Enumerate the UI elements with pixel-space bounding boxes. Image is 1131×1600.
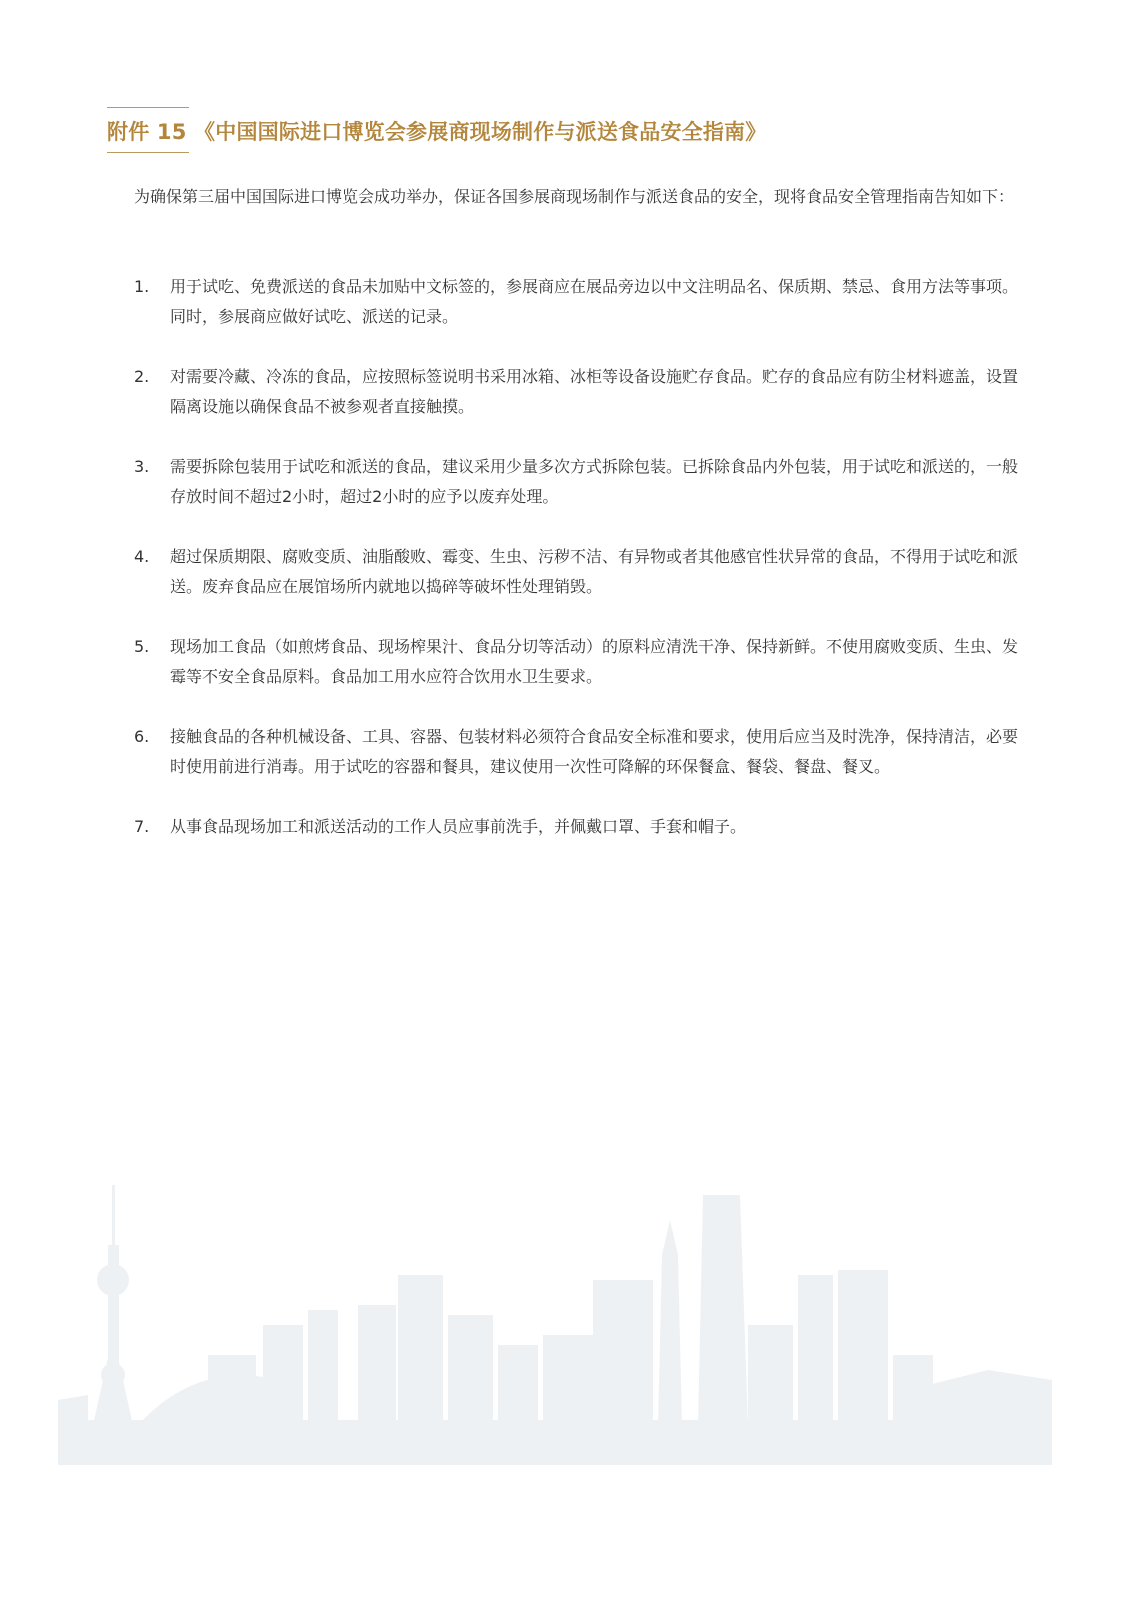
list-item xyxy=(134,362,1024,422)
building xyxy=(838,1270,888,1425)
list-item xyxy=(134,542,1024,602)
list-item-text: 接触食品的各种机械设备、工具、容器、包装材料必须符合食品安全标准和要求，使用后应当及时洗净，保持清洁，必要时使用前进行消毒。用于试吃的容器和餐具，建议使用一次性可降解的环保餐盒、餐袋、餐盘、餐叉。 xyxy=(170,727,1019,776)
title-top-rule xyxy=(107,107,189,108)
building xyxy=(358,1305,396,1425)
building xyxy=(448,1315,493,1425)
list-item-number: 6. xyxy=(134,727,150,746)
tower-spire xyxy=(112,1185,115,1245)
city-skyline-illustration xyxy=(58,1185,1052,1465)
list-item xyxy=(134,722,1024,782)
building xyxy=(308,1310,338,1425)
page-title: 附件 15 《中国国际进口博览会参展商现场制作与派送食品安全指南》 xyxy=(107,120,767,144)
skyline-ground xyxy=(58,1420,1052,1465)
list-item xyxy=(134,452,1024,512)
list-item-text: 对需要冷藏、冷冻的食品，应按照标签说明书采用冰箱、冰柜等设备设施贮存食品。贮存的食品应有防尘材料遮盖，设置隔离设施以确保食品不被参观者直接触摸。 xyxy=(170,367,1019,416)
title-bottom-rule xyxy=(107,152,189,153)
list-item-number: 2. xyxy=(134,367,150,386)
tower-legs xyxy=(93,1335,133,1425)
list-item-number: 7. xyxy=(134,817,150,836)
pavilion-roof xyxy=(928,1370,1052,1425)
list-item xyxy=(134,632,1024,692)
dome xyxy=(893,1380,933,1420)
list-item-number: 5. xyxy=(134,637,150,656)
building xyxy=(58,1395,88,1425)
skyline-buildings xyxy=(58,1185,1052,1465)
list-item-text: 用于试吃、免费派送的食品未加贴中文标签的，参展商应在展品旁边以中文注明品名、保质期、禁忌、食用方法等事项。同时，参展商应做好试吃、派送的记录。 xyxy=(170,277,1019,326)
world-financial-center xyxy=(698,1195,748,1425)
building xyxy=(798,1275,833,1425)
intro-paragraph: 为确保第三届中国国际进口博览会成功举办，保证各国参展商现场制作与派送食品的安全，现将食品安全管理指南告知如下： xyxy=(134,187,1015,206)
list-item xyxy=(134,272,1024,332)
list-item-number: 1. xyxy=(134,277,150,296)
building xyxy=(543,1335,593,1425)
list-item-text: 需要拆除包装用于试吃和派送的食品，建议采用少量多次方式拆除包装。已拆除食品内外包装，用于试吃和派送的，一般存放时间不超过2小时，超过2小时的应予以废弃处理。 xyxy=(170,457,1019,506)
building xyxy=(398,1275,443,1425)
tower-upper-sphere xyxy=(97,1264,129,1296)
list-item-text: 现场加工食品（如煎烤食品、现场榨果汁、食品分切等活动）的原料应清洗干净、保持新鲜。不使用腐败变质、生虫、发霉等不安全食品原料。食品加工用水应符合饮用水卫生要求。 xyxy=(170,637,1019,686)
building xyxy=(593,1280,653,1425)
list-item xyxy=(134,812,1024,842)
building xyxy=(263,1325,303,1425)
list-item-number: 3. xyxy=(134,457,150,476)
guideline-list xyxy=(134,272,1024,872)
list-item-text: 从事食品现场加工和派送活动的工作人员应事前洗手，并佩戴口罩、手套和帽子。 xyxy=(170,817,747,836)
list-item-number: 4. xyxy=(134,547,150,566)
jinmao-tower xyxy=(658,1220,682,1425)
building xyxy=(748,1325,793,1425)
list-item-text: 超过保质期限、腐败变质、油脂酸败、霉变、生虫、污秽不洁、有异物或者其他感官性状异常的食品，不得用于试吃和派送。废弃食品应在展馆场所内就地以捣碎等破坏性处理销毁。 xyxy=(170,547,1019,596)
building xyxy=(208,1355,256,1425)
building xyxy=(498,1345,538,1425)
